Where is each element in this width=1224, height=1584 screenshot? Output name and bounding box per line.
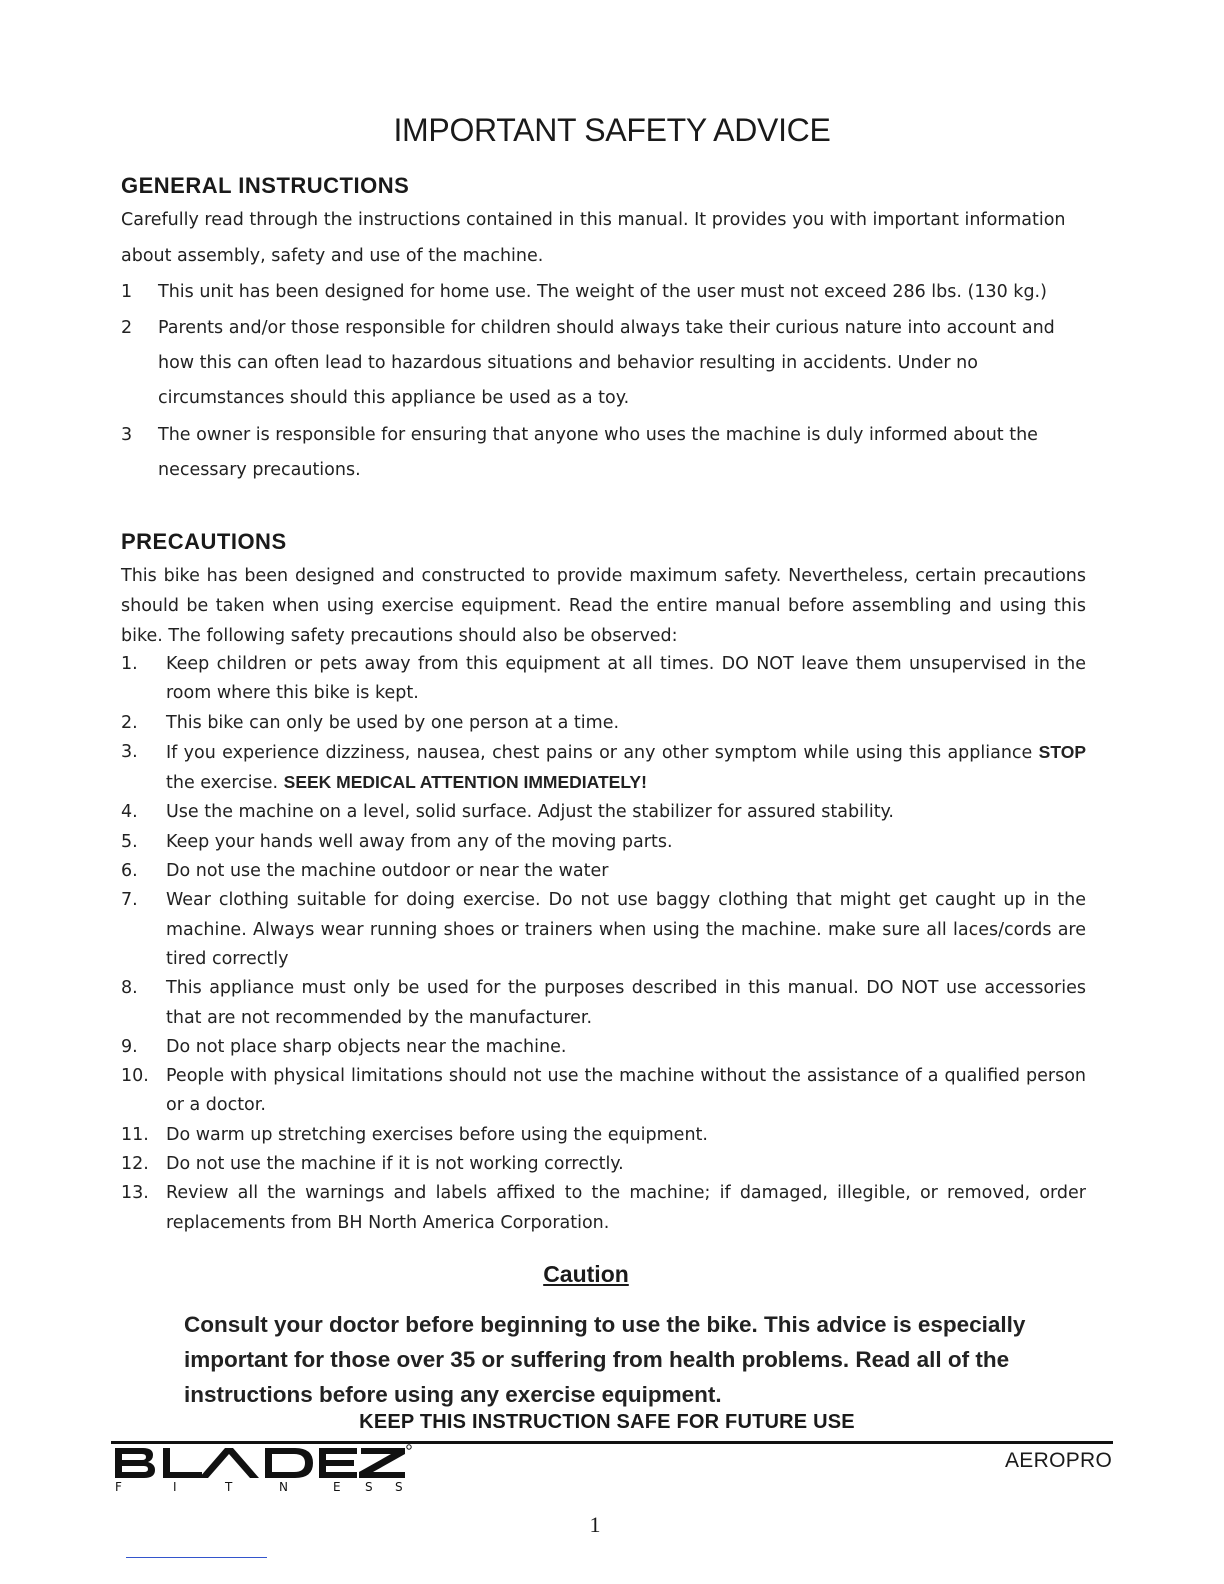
page-number: 1 <box>589 1512 601 1537</box>
caution-line: Consult your doctor before beginning to use the bike. This advice is especially <box>184 1312 1026 1337</box>
general-item-line: The owner is responsible for ensuring that anyone who uses the machine is duly informed about the <box>158 425 1038 445</box>
list-item <box>121 650 1086 709</box>
list-item-number: 3. <box>121 741 138 762</box>
fitness-letter: E <box>333 1480 341 1493</box>
caution-line: instructions before using any exercise equipment. <box>184 1382 722 1407</box>
general-item-number: 1 <box>121 282 133 302</box>
medical-attention-emphasis: SEEK MEDICAL ATTENTION IMMEDIATELY! <box>283 772 647 793</box>
list-item-number: 7. <box>121 890 138 911</box>
list-item <box>121 886 1086 974</box>
list-item-text: This bike can only be used by one person at a time. <box>166 712 620 733</box>
list-item <box>121 798 1086 827</box>
list-item <box>121 1062 1086 1121</box>
list-item-text-part: If you experience dizziness, nausea, chest pains or any other symptom while using this appliance <box>166 742 1039 763</box>
general-item-line: how this can often lead to hazardous situations and behavior resulting in accidents. Under no <box>158 353 978 373</box>
fitness-letter: S <box>365 1480 373 1493</box>
general-item-line: Parents and/or those responsible for children should always take their curious nature into account and <box>158 318 1055 338</box>
list-item-number: 2. <box>121 712 138 733</box>
list-item-text: People with physical limitations should not use the machine without the assistance of a qualified person or a doctor. <box>166 1066 1086 1116</box>
list-item-number: 8. <box>121 978 138 999</box>
list-item <box>121 857 1086 886</box>
list-item <box>121 1179 1086 1238</box>
fitness-letter: I <box>173 1480 177 1493</box>
list-item-text: Do not use the machine if it is not working correctly. <box>166 1154 624 1175</box>
general-item-number: 3 <box>121 425 133 445</box>
fitness-letter: S <box>395 1480 403 1493</box>
list-item-text-part: the exercise. <box>166 773 284 794</box>
general-intro-line: Carefully read through the instructions contained in this manual. It provides you with important information <box>121 210 1066 230</box>
caution-line: important for those over 35 or suffering from health problems. Read all of the <box>184 1347 1010 1372</box>
general-item <box>121 275 1086 310</box>
caution-text <box>184 1307 1084 1412</box>
list-item-number: 11. <box>121 1124 149 1145</box>
list-item-text: Do not place sharp objects near the machine. <box>166 1036 567 1057</box>
list-item-number: 13. <box>121 1183 149 1204</box>
general-item <box>121 311 1086 416</box>
keep-instructions-notice: KEEP THIS INSTRUCTION SAFE FOR FUTURE USE <box>359 1411 855 1433</box>
page-title: IMPORTANT SAFETY ADVICE <box>393 112 831 148</box>
list-item <box>121 828 1086 857</box>
list-item <box>121 738 1086 799</box>
list-item-number: 9. <box>121 1036 138 1057</box>
fitness-letter: N <box>279 1480 288 1493</box>
general-instructions-heading: GENERAL INSTRUCTIONS <box>121 173 410 198</box>
list-item-number: 1. <box>121 654 138 674</box>
list-item-number: 4. <box>121 802 138 823</box>
precautions-intro: This bike has been designed and constructed to provide maximum safety. Nevertheless, certain precautions should be taken when using exercise equipment. Read the entire manual before assembling and using this bike. The following safety precautions should also be observed: <box>121 566 1086 646</box>
general-item-line: necessary precautions. <box>158 460 361 480</box>
list-item <box>121 1121 1086 1150</box>
general-item-number: 2 <box>121 318 133 338</box>
model-name: AEROPRO <box>1005 1449 1113 1472</box>
general-intro <box>121 202 1086 274</box>
list-item-text: Use the machine on a level, solid surface. Adjust the stabilizer for assured stability. <box>166 802 894 823</box>
list-item-text: Keep your hands well away from any of the moving parts. <box>166 831 673 852</box>
list-item-text: Keep children or pets away from this equipment at all times. DO NOT leave them unsupervised in the room where this bike is kept. <box>166 654 1086 704</box>
general-intro-line: about assembly, safety and use of the machine. <box>121 246 544 266</box>
general-item-line: This unit has been designed for home use. The weight of the user must not exceed 286 lbs. (130 kg.) <box>158 282 1047 302</box>
list-item-text <box>166 738 1086 799</box>
general-item-line: circumstances should this appliance be used as a toy. <box>158 388 630 408</box>
bladez-fitness-logo <box>113 1443 413 1498</box>
list-item-text: Review all the warnings and labels affixed to the machine; if damaged, illegible, or removed, order replacements from BH North America Corporation. <box>166 1183 1086 1233</box>
stop-emphasis: STOP <box>1038 741 1086 762</box>
list-item <box>121 709 1086 738</box>
list-item-number: 10. <box>121 1066 149 1087</box>
list-item-text: Wear clothing suitable for doing exercise. Do not use baggy clothing that might get caught up in the machine. Always wear running shoes or trainers when using the machine. make sure all laces/cords are tired correctly <box>166 890 1086 969</box>
fitness-letter: F <box>115 1480 122 1493</box>
fitness-letter: T <box>225 1480 233 1493</box>
fitness-subtitle <box>115 1480 403 1493</box>
list-item-number: 6. <box>121 861 138 882</box>
link-underline <box>126 1557 267 1558</box>
list-item-text: Do warm up stretching exercises before using the equipment. <box>166 1124 708 1145</box>
list-item <box>121 1150 1086 1179</box>
bladez-logo-icon <box>113 1443 413 1493</box>
caution-title: Caution <box>543 1261 629 1287</box>
precautions-heading: PRECAUTIONS <box>121 529 287 554</box>
list-item-number: 5. <box>121 831 138 852</box>
list-item-text: This appliance must only be used for the purposes described in this manual. DO NOT use accessories that are not recommended by the manufacturer. <box>166 978 1086 1028</box>
list-item-number: 12. <box>121 1154 149 1175</box>
list-item <box>121 1033 1086 1062</box>
list-item-text: Do not use the machine outdoor or near the water <box>166 861 609 882</box>
precautions-list <box>121 650 1086 1238</box>
general-item <box>121 418 1086 488</box>
list-item <box>121 974 1086 1033</box>
